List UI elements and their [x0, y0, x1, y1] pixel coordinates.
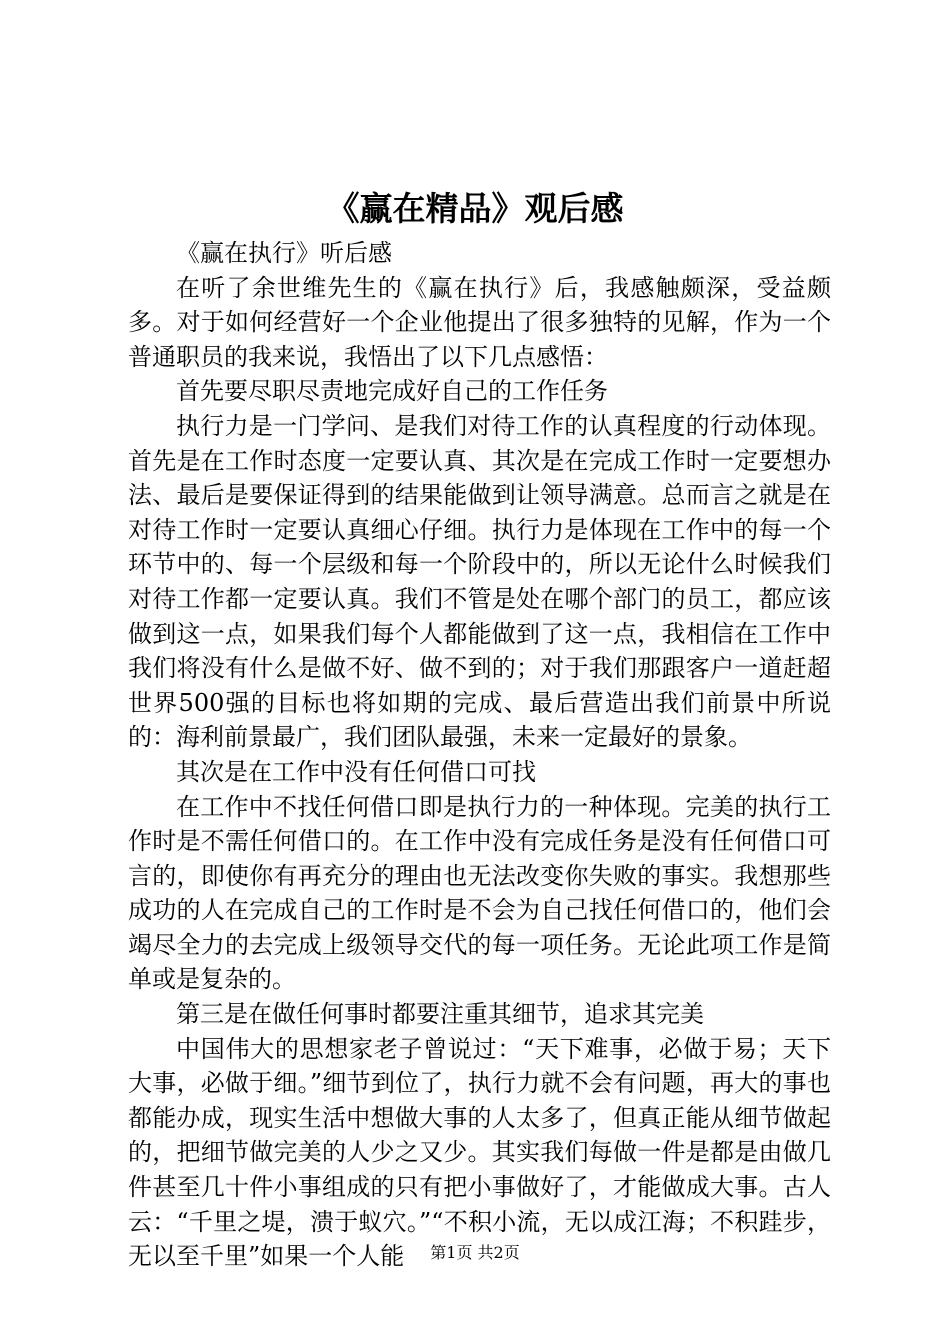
paragraph-heading-first: 首先要尽职尽责地完成好自己的工作任务: [176, 377, 608, 406]
paragraph-third-body: 中国伟大的思想家老子曾说过：“天下难事，必做于易；天下大事，必做于细。”细节到位了，执行力就不会有问题，再大的事也都能办成，现实生活中想做大事的人太多了，但真正能从细节做起的，把细节做完美的人少之又少。其实我们每做一件是都是由做几件甚至几十件小事组成的只有把小事做好了，才能做成大事。古人云：“千里之堤，溃于蚁穴。”“不积小流，无以成江海；不积跬步，无以至千里”如果一个人能: [128, 1034, 831, 1271]
paragraph-subtitle: 《赢在执行》听后感: [176, 239, 392, 267]
paragraph-heading-second: 其次是在工作中没有任何借口可找: [176, 757, 536, 786]
paragraph-heading-third: 第三是在做任何事时都要注重其细节，追求其完美: [176, 1000, 704, 1029]
page-footer: 第1页 共2页: [430, 1243, 520, 1262]
paragraph-intro: 在听了余世维先生的《赢在执行》后，我感触颇深，受益颇多。对于如何经营好一个企业他提出了很多独特的见解，作为一个普通职员的我来说，我悟出了以下几点感悟：: [128, 273, 831, 371]
document-body: [128, 236, 831, 1274]
document-title: 《赢在精品》观后感: [326, 189, 624, 228]
paragraph-first-body: 执行力是一门学问、是我们对待工作的认真程度的行动体现。首先是在工作时态度一定要认真、其次是在完成工作时一定要想办法、最后是要保证得到的结果能做到让领导满意。总而言之就是在对待工作时一定要认真细心仔细。执行力是体现在工作中的每一个环节中的、每一个层级和每一个阶段中的，所以无论什么时候我们对待工作都一定要认真。我们不管是处在哪个部门的员工，都应该做到这一点，如果我们每个人都能做到了这一点，我相信在工作中我们将没有什么是做不好、做不到的；对于我们那跟客户一道赶超世界500强的目标也将如期的完成、最后营造出我们前景中所说的：海利前景最广，我们团队最强，未来一定最好的景象。: [128, 411, 831, 752]
paragraph-second-body: 在工作中不找任何借口即是执行力的一种体现。完美的执行工作时是不需任何借口的。在工作中没有完成任务是没有任何借口可言的，即使你有再充分的理由也无法改变你失败的事实。我想那些成功的人在完成自己的工作时是不会为自己找任何借口的，他们会竭尽全力的去完成上级领导交代的每一项任务。无论此项工作是简单或是复杂的。: [128, 792, 831, 994]
